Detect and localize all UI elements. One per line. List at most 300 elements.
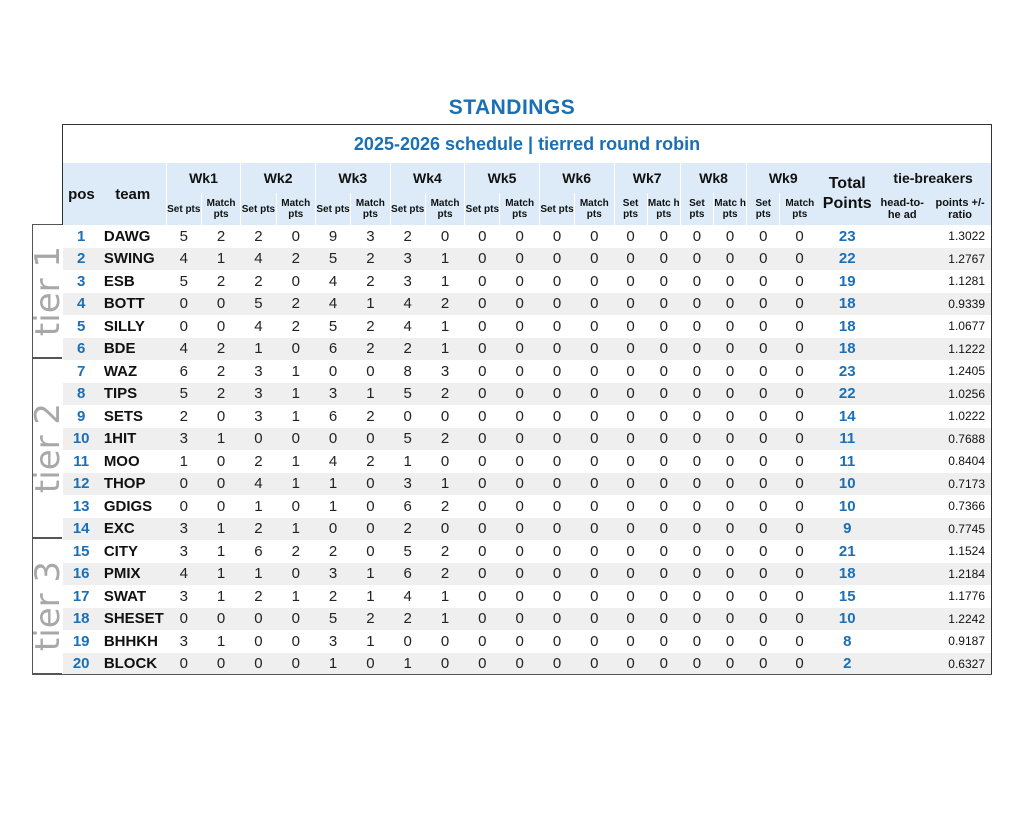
week-9-set-pts-cell: 0 bbox=[759, 610, 768, 628]
week-1-match-pts-cell: 1 bbox=[216, 565, 226, 583]
week-3-set-pts-cell: 9 bbox=[328, 227, 338, 245]
week-8-set-pts-cell: 0 bbox=[692, 587, 702, 605]
week-4-match-pts-cell: 0 bbox=[440, 520, 450, 538]
week-5-match-pts-cell: 0 bbox=[515, 655, 524, 673]
week-6-set-pts-cell: 0 bbox=[552, 362, 562, 380]
week-2-set-pts-cell: 3 bbox=[254, 362, 263, 380]
total-points-cell: 14 bbox=[838, 407, 856, 425]
week-6-match-pts-cell: 0 bbox=[590, 475, 599, 493]
week-6-match-pts-cell: 0 bbox=[590, 542, 599, 560]
tier-1-label bbox=[27, 224, 68, 358]
week-7-match-pts-cell: 0 bbox=[659, 520, 668, 538]
week-7-set-pts-cell: 0 bbox=[626, 452, 635, 470]
week-8-set-pts-cell: 0 bbox=[692, 250, 702, 268]
week-6-set-pts-cell: 0 bbox=[552, 340, 562, 358]
ratio-cell: 1.1776 bbox=[929, 585, 991, 608]
week-8-set-pts-cell: 0 bbox=[692, 272, 702, 290]
week-5-set-pts-cell: 0 bbox=[478, 295, 487, 313]
week-1-match-pts-cell: 0 bbox=[216, 610, 226, 628]
week-2-match-pts-cell: 0 bbox=[291, 227, 300, 245]
table-row bbox=[63, 360, 992, 383]
pos-cell: 19 bbox=[72, 632, 90, 650]
week-2-set-pts-cell: 0 bbox=[254, 610, 263, 628]
total-points-cell: 9 bbox=[843, 520, 852, 538]
week-4-set-pts-cell: 3 bbox=[403, 475, 412, 493]
head-to-head-cell bbox=[875, 540, 929, 563]
pos-cell: 16 bbox=[72, 565, 90, 583]
week-3-match-pts-cell: 2 bbox=[366, 407, 375, 425]
head-to-head-cell bbox=[875, 248, 929, 271]
pos-cell: 11 bbox=[73, 452, 90, 470]
week-4-set-pts-cell: 2 bbox=[403, 520, 412, 538]
week-2-set-pts-cell: 2 bbox=[254, 452, 263, 470]
week-4-header: Wk4 bbox=[390, 163, 465, 193]
week-5-match-pts-cell: 0 bbox=[515, 362, 524, 380]
week-3-match-pts-cell: 0 bbox=[366, 520, 375, 538]
week-4-match-pts-cell: 2 bbox=[440, 565, 450, 583]
week-8-set-pts-header: Set pts bbox=[680, 193, 713, 225]
table-row bbox=[63, 495, 992, 518]
table-row bbox=[63, 563, 992, 586]
week-3-set-pts-cell: 4 bbox=[328, 452, 338, 470]
table-row bbox=[63, 450, 992, 473]
team-cell: EXC bbox=[103, 520, 135, 538]
week-4-match-pts-cell: 1 bbox=[440, 475, 450, 493]
week-8-set-pts-cell: 0 bbox=[692, 317, 702, 335]
week-2-match-pts-cell: 1 bbox=[291, 475, 300, 493]
week-7-match-pts-cell: 0 bbox=[659, 655, 668, 673]
week-9-set-pts-header: Set pts bbox=[747, 193, 780, 225]
week-6-match-pts-cell: 0 bbox=[590, 655, 599, 673]
week-3-match-pts-cell: 0 bbox=[366, 497, 375, 515]
week-9-set-pts-cell: 0 bbox=[759, 565, 768, 583]
week-5-match-pts-cell: 0 bbox=[515, 272, 524, 290]
head-to-head-header: head-to-he ad bbox=[880, 197, 924, 221]
week-1-set-pts-cell: 4 bbox=[179, 250, 188, 268]
week-3-match-pts-cell: 1 bbox=[366, 632, 375, 650]
week-5-match-pts-cell: 0 bbox=[515, 407, 524, 425]
tiebreakers-header: tie-breakers bbox=[875, 163, 991, 193]
week-9-match-pts-cell: 0 bbox=[795, 520, 804, 538]
week-4-set-pts-cell: 8 bbox=[403, 362, 412, 380]
total-points-cell: 10 bbox=[838, 610, 856, 628]
week-2-match-pts-cell: 1 bbox=[291, 385, 300, 403]
week-7-set-pts-header: Set pts bbox=[614, 193, 647, 225]
pos-cell: 12 bbox=[72, 475, 90, 493]
pos-cell: 3 bbox=[76, 272, 86, 290]
week-3-match-pts-cell: 1 bbox=[366, 565, 375, 583]
week-7-set-pts-cell: 0 bbox=[626, 227, 635, 245]
week-6-match-pts-cell: 0 bbox=[590, 610, 599, 628]
week-2-match-pts-cell: 1 bbox=[291, 587, 300, 605]
pos-cell: 14 bbox=[72, 520, 90, 538]
week-5-set-pts-cell: 0 bbox=[478, 250, 487, 268]
week-1-match-pts-cell: 0 bbox=[216, 655, 226, 673]
head-to-head-cell bbox=[875, 653, 929, 676]
team-cell: 1HIT bbox=[103, 430, 137, 448]
week-1-set-pts-cell: 5 bbox=[179, 227, 188, 245]
head-to-head-cell bbox=[875, 315, 929, 338]
week-7-set-pts-cell: 0 bbox=[626, 385, 635, 403]
ratio-cell: 1.0677 bbox=[929, 315, 991, 338]
head-to-head-cell bbox=[875, 473, 929, 496]
week-4-set-pts-cell: 1 bbox=[403, 452, 412, 470]
week-8-match-pts-cell: 0 bbox=[725, 407, 735, 425]
week-9-set-pts-cell: 0 bbox=[759, 272, 768, 290]
week-8-match-pts-cell: 0 bbox=[725, 430, 735, 448]
week-8-set-pts-cell: 0 bbox=[692, 362, 702, 380]
week-6-set-pts-cell: 0 bbox=[552, 407, 562, 425]
week-3-match-pts-cell: 2 bbox=[366, 317, 375, 335]
week-4-match-pts-cell: 2 bbox=[440, 497, 450, 515]
week-4-match-pts-cell: 1 bbox=[440, 587, 450, 605]
week-5-match-pts-cell: 0 bbox=[515, 497, 524, 515]
week-5-match-pts-cell: 0 bbox=[515, 475, 524, 493]
total-points-cell: 11 bbox=[839, 430, 856, 448]
week-6-set-pts-cell: 0 bbox=[552, 565, 562, 583]
ratio-cell: 1.3022 bbox=[929, 225, 991, 248]
tier-2-text: tier 2 bbox=[27, 402, 68, 494]
week-6-set-pts-cell: 0 bbox=[552, 587, 562, 605]
week-7-set-pts-cell: 0 bbox=[626, 475, 635, 493]
team-cell: THOP bbox=[103, 475, 146, 493]
week-7-match-pts-cell: 0 bbox=[659, 385, 668, 403]
ratio-cell: 1.1524 bbox=[929, 540, 991, 563]
week-1-set-pts-cell: 0 bbox=[179, 610, 188, 628]
week-2-set-pts-cell: 2 bbox=[254, 587, 263, 605]
week-7-set-pts-cell: 0 bbox=[626, 250, 635, 268]
week-4-set-pts-cell: 1 bbox=[403, 655, 412, 673]
week-2-match-pts-cell: 0 bbox=[291, 497, 300, 515]
week-7-match-pts-cell: 0 bbox=[659, 295, 668, 313]
table-row bbox=[63, 315, 992, 338]
week-5-match-pts-cell: 0 bbox=[515, 542, 524, 560]
week-9-match-pts-cell: 0 bbox=[795, 272, 804, 290]
total-points-cell: 18 bbox=[838, 295, 856, 313]
week-3-set-pts-cell: 3 bbox=[328, 565, 338, 583]
total-points-cell: 18 bbox=[838, 317, 856, 335]
week-3-set-pts-cell: 4 bbox=[328, 272, 338, 290]
week-7-set-pts-cell: 0 bbox=[626, 407, 635, 425]
week-6-set-pts-header: Set pts bbox=[539, 193, 574, 225]
week-6-set-pts-cell: 0 bbox=[552, 272, 562, 290]
week-8-set-pts-cell: 0 bbox=[692, 632, 702, 650]
week-1-set-pts-cell: 0 bbox=[179, 497, 188, 515]
team-cell: WAZ bbox=[103, 362, 138, 380]
week-9-match-pts-cell: 0 bbox=[795, 407, 804, 425]
week-5-set-pts-cell: 0 bbox=[478, 452, 487, 470]
week-8-set-pts-cell: 0 bbox=[692, 452, 702, 470]
week-1-set-pts-cell: 6 bbox=[179, 362, 188, 380]
week-6-set-pts-cell: 0 bbox=[552, 295, 562, 313]
week-9-set-pts-cell: 0 bbox=[759, 655, 768, 673]
week-1-match-pts-cell: 0 bbox=[216, 452, 226, 470]
week-4-match-pts-cell: 1 bbox=[440, 340, 450, 358]
week-9-set-pts-cell: 0 bbox=[759, 542, 768, 560]
week-2-set-pts-cell: 2 bbox=[254, 272, 263, 290]
week-6-set-pts-cell: 0 bbox=[552, 317, 562, 335]
pos-cell: 1 bbox=[76, 227, 86, 245]
ratio-cell: 0.7173 bbox=[929, 473, 991, 496]
ratio-cell: 1.2767 bbox=[929, 248, 991, 271]
week-3-set-pts-cell: 2 bbox=[328, 542, 338, 560]
week-6-match-pts-cell: 0 bbox=[590, 340, 599, 358]
week-2-set-pts-cell: 3 bbox=[254, 385, 263, 403]
week-5-set-pts-header: Set pts bbox=[465, 193, 500, 225]
tier-1-text: tier 1 bbox=[27, 245, 68, 337]
head-to-head-cell bbox=[875, 338, 929, 361]
total-points-header: Total Points bbox=[822, 175, 872, 212]
week-6-match-pts-cell: 0 bbox=[590, 452, 599, 470]
week-8-set-pts-cell: 0 bbox=[692, 295, 702, 313]
week-7-match-pts-cell: 0 bbox=[659, 610, 668, 628]
week-3-set-pts-cell: 0 bbox=[328, 520, 338, 538]
team-cell: SILLY bbox=[103, 317, 145, 335]
week-5-set-pts-cell: 0 bbox=[478, 565, 487, 583]
week-9-match-pts-cell: 0 bbox=[795, 227, 804, 245]
week-9-match-pts-cell: 0 bbox=[795, 295, 804, 313]
table-row bbox=[63, 653, 992, 676]
week-1-match-pts-cell: 2 bbox=[216, 272, 226, 290]
total-points-cell: 18 bbox=[838, 565, 856, 583]
team-cell: TIPS bbox=[103, 385, 138, 403]
week-3-set-pts-cell: 4 bbox=[328, 295, 338, 313]
week-1-set-pts-cell: 3 bbox=[179, 542, 188, 560]
week-6-match-pts-cell: 0 bbox=[590, 632, 599, 650]
week-4-set-pts-cell: 2 bbox=[403, 340, 412, 358]
week-4-set-pts-cell: 6 bbox=[403, 565, 412, 583]
week-1-set-pts-cell: 3 bbox=[179, 430, 188, 448]
week-2-set-pts-cell: 5 bbox=[254, 295, 263, 313]
week-1-match-pts-cell: 2 bbox=[216, 227, 226, 245]
head-to-head-cell bbox=[875, 360, 929, 383]
head-to-head-cell bbox=[875, 563, 929, 586]
week-2-set-pts-cell: 2 bbox=[254, 520, 263, 538]
week-3-match-pts-cell: 2 bbox=[366, 272, 375, 290]
week-1-set-pts-cell: 1 bbox=[179, 452, 188, 470]
week-1-set-pts-cell: 4 bbox=[179, 565, 188, 583]
pos-cell: 15 bbox=[72, 542, 90, 560]
week-6-match-pts-cell: 0 bbox=[590, 565, 599, 583]
team-cell: BOTT bbox=[103, 295, 145, 313]
week-8-match-pts-cell: 0 bbox=[725, 317, 735, 335]
week-1-match-pts-cell: 1 bbox=[216, 632, 226, 650]
table-row bbox=[63, 428, 992, 451]
week-5-set-pts-cell: 0 bbox=[478, 497, 487, 515]
week-8-match-pts-cell: 0 bbox=[725, 610, 735, 628]
total-points-cell: 19 bbox=[838, 272, 856, 290]
week-5-match-pts-cell: 0 bbox=[515, 317, 524, 335]
pos-cell: 18 bbox=[72, 610, 90, 628]
week-3-match-pts-cell: 3 bbox=[366, 227, 375, 245]
week-8-match-pts-cell: 0 bbox=[725, 542, 735, 560]
week-1-match-pts-cell: 1 bbox=[216, 587, 226, 605]
week-8-header: Wk8 bbox=[680, 163, 746, 193]
week-4-set-pts-cell: 6 bbox=[403, 497, 412, 515]
week-3-match-pts-cell: 0 bbox=[366, 655, 375, 673]
week-2-match-pts-cell: 2 bbox=[291, 542, 300, 560]
head-to-head-cell bbox=[875, 383, 929, 406]
week-1-set-pts-cell: 0 bbox=[179, 655, 188, 673]
total-points-cell: 18 bbox=[838, 340, 856, 358]
week-2-match-pts-cell: 2 bbox=[291, 317, 300, 335]
week-3-header: Wk3 bbox=[315, 163, 390, 193]
week-5-match-pts-cell: 0 bbox=[515, 250, 524, 268]
team-cell: SWAT bbox=[103, 587, 147, 605]
week-9-match-pts-cell: 0 bbox=[795, 250, 804, 268]
week-8-match-pts-cell: 0 bbox=[725, 587, 735, 605]
week-8-match-pts-cell: 0 bbox=[725, 227, 735, 245]
week-5-set-pts-cell: 0 bbox=[478, 272, 487, 290]
week-1-set-pts-cell: 5 bbox=[179, 385, 188, 403]
week-4-match-pts-cell: 2 bbox=[440, 430, 450, 448]
week-7-set-pts-cell: 0 bbox=[626, 565, 635, 583]
week-1-match-pts-cell: 1 bbox=[216, 430, 226, 448]
ratio-cell: 0.9339 bbox=[929, 293, 991, 316]
team-cell: GDIGS bbox=[103, 497, 153, 515]
week-9-set-pts-cell: 0 bbox=[759, 407, 768, 425]
week-6-match-pts-cell: 0 bbox=[590, 385, 599, 403]
week-9-match-pts-cell: 0 bbox=[795, 587, 804, 605]
team-cell: SWING bbox=[103, 250, 155, 268]
total-points-cell: 11 bbox=[839, 452, 856, 470]
week-5-set-pts-cell: 0 bbox=[478, 385, 487, 403]
week-2-set-pts-cell: 4 bbox=[254, 317, 263, 335]
pos-cell: 2 bbox=[76, 250, 86, 268]
week-8-set-pts-cell: 0 bbox=[692, 520, 702, 538]
week-7-match-pts-cell: 0 bbox=[659, 362, 668, 380]
pos-cell: 17 bbox=[72, 587, 90, 605]
pos-cell: 6 bbox=[76, 340, 86, 358]
head-to-head-cell bbox=[875, 608, 929, 631]
week-1-header: Wk1 bbox=[166, 163, 241, 193]
week-9-header: Wk9 bbox=[747, 163, 820, 193]
week-1-set-pts-cell: 0 bbox=[179, 295, 188, 313]
week-8-set-pts-cell: 0 bbox=[692, 565, 702, 583]
week-9-match-pts-cell: 0 bbox=[795, 542, 804, 560]
week-9-match-pts-cell: 0 bbox=[795, 655, 804, 673]
week-1-match-pts-header: Match pts bbox=[201, 193, 240, 225]
pos-cell: 9 bbox=[76, 407, 86, 425]
ratio-cell: 0.9187 bbox=[929, 630, 991, 653]
week-3-match-pts-cell: 0 bbox=[366, 362, 375, 380]
week-3-match-pts-header: Match pts bbox=[351, 193, 390, 225]
week-3-set-pts-cell: 0 bbox=[328, 430, 338, 448]
week-4-set-pts-cell: 5 bbox=[403, 430, 412, 448]
team-cell: PMIX bbox=[103, 565, 141, 583]
week-5-set-pts-cell: 0 bbox=[478, 317, 487, 335]
week-2-match-pts-cell: 0 bbox=[291, 655, 300, 673]
week-1-set-pts-cell: 4 bbox=[179, 340, 188, 358]
head-to-head-cell bbox=[875, 450, 929, 473]
week-7-set-pts-cell: 0 bbox=[626, 497, 635, 515]
week-8-match-pts-cell: 0 bbox=[725, 452, 735, 470]
week-8-match-pts-cell: 0 bbox=[725, 497, 735, 515]
week-1-set-pts-cell: 2 bbox=[179, 407, 188, 425]
week-6-match-pts-cell: 0 bbox=[590, 227, 599, 245]
week-6-set-pts-cell: 0 bbox=[552, 610, 562, 628]
week-7-match-pts-cell: 0 bbox=[659, 407, 668, 425]
week-7-set-pts-cell: 0 bbox=[626, 520, 635, 538]
week-9-set-pts-cell: 0 bbox=[759, 295, 768, 313]
week-7-set-pts-cell: 0 bbox=[626, 610, 635, 628]
week-4-set-pts-cell: 5 bbox=[403, 542, 412, 560]
week-2-match-pts-cell: 0 bbox=[291, 610, 300, 628]
week-2-match-pts-header: Match pts bbox=[276, 193, 315, 225]
week-6-match-pts-cell: 0 bbox=[590, 520, 599, 538]
table-row bbox=[63, 585, 992, 608]
tier-2-label bbox=[27, 358, 68, 538]
table-row bbox=[63, 225, 992, 248]
week-5-set-pts-cell: 0 bbox=[478, 407, 487, 425]
head-to-head-cell bbox=[875, 293, 929, 316]
week-1-match-pts-cell: 2 bbox=[216, 340, 226, 358]
week-6-set-pts-cell: 0 bbox=[552, 227, 562, 245]
schedule-subtitle: 2025-2026 schedule | tierred round robin bbox=[63, 125, 992, 164]
week-3-set-pts-cell: 3 bbox=[328, 385, 338, 403]
week-3-match-pts-cell: 1 bbox=[366, 385, 375, 403]
week-1-match-pts-cell: 2 bbox=[216, 362, 226, 380]
week-9-match-pts-cell: 0 bbox=[795, 632, 804, 650]
week-2-set-pts-cell: 3 bbox=[254, 407, 263, 425]
week-1-match-pts-cell: 1 bbox=[216, 520, 226, 538]
ratio-cell: 0.8404 bbox=[929, 450, 991, 473]
ratio-cell: 0.6327 bbox=[929, 653, 991, 676]
week-7-match-pts-cell: 0 bbox=[659, 250, 668, 268]
week-8-set-pts-cell: 0 bbox=[692, 497, 702, 515]
week-7-match-pts-cell: 0 bbox=[659, 430, 668, 448]
week-3-set-pts-header: Set pts bbox=[315, 193, 350, 225]
week-9-match-pts-cell: 0 bbox=[795, 610, 804, 628]
week-4-match-pts-cell: 0 bbox=[440, 407, 450, 425]
team-cell: BDE bbox=[103, 340, 136, 358]
week-6-match-pts-cell: 0 bbox=[590, 250, 599, 268]
week-2-match-pts-cell: 0 bbox=[291, 565, 300, 583]
week-6-match-pts-cell: 0 bbox=[590, 317, 599, 335]
week-2-match-pts-cell: 1 bbox=[291, 520, 300, 538]
week-8-match-pts-cell: 0 bbox=[725, 520, 735, 538]
week-7-set-pts-cell: 0 bbox=[626, 542, 635, 560]
ratio-cell: 0.7745 bbox=[929, 518, 991, 541]
week-7-match-pts-cell: 0 bbox=[659, 587, 668, 605]
week-8-set-pts-cell: 0 bbox=[692, 227, 702, 245]
head-to-head-cell bbox=[875, 518, 929, 541]
week-5-match-pts-cell: 0 bbox=[515, 587, 524, 605]
week-5-match-pts-cell: 0 bbox=[515, 227, 524, 245]
week-3-match-pts-cell: 1 bbox=[366, 587, 375, 605]
team-cell: SETS bbox=[103, 407, 143, 425]
week-7-match-pts-cell: 0 bbox=[659, 497, 668, 515]
week-3-set-pts-cell: 3 bbox=[328, 632, 338, 650]
week-8-set-pts-cell: 0 bbox=[692, 475, 702, 493]
week-4-match-pts-header: Match pts bbox=[425, 193, 464, 225]
week-2-set-pts-cell: 0 bbox=[254, 632, 263, 650]
week-2-set-pts-cell: 0 bbox=[254, 430, 263, 448]
week-2-set-pts-cell: 1 bbox=[254, 340, 263, 358]
week-4-match-pts-cell: 2 bbox=[440, 542, 450, 560]
week-9-set-pts-cell: 0 bbox=[759, 430, 768, 448]
week-2-set-pts-header: Set pts bbox=[241, 193, 276, 225]
week-4-set-pts-cell: 5 bbox=[403, 385, 412, 403]
week-6-set-pts-cell: 0 bbox=[552, 385, 562, 403]
week-5-set-pts-cell: 0 bbox=[478, 227, 487, 245]
week-7-header: Wk7 bbox=[614, 163, 680, 193]
week-5-match-pts-cell: 0 bbox=[515, 340, 524, 358]
week-8-match-pts-cell: 0 bbox=[725, 250, 735, 268]
pos-header: pos bbox=[63, 163, 100, 225]
week-2-match-pts-cell: 0 bbox=[291, 632, 300, 650]
week-9-match-pts-cell: 0 bbox=[795, 565, 804, 583]
